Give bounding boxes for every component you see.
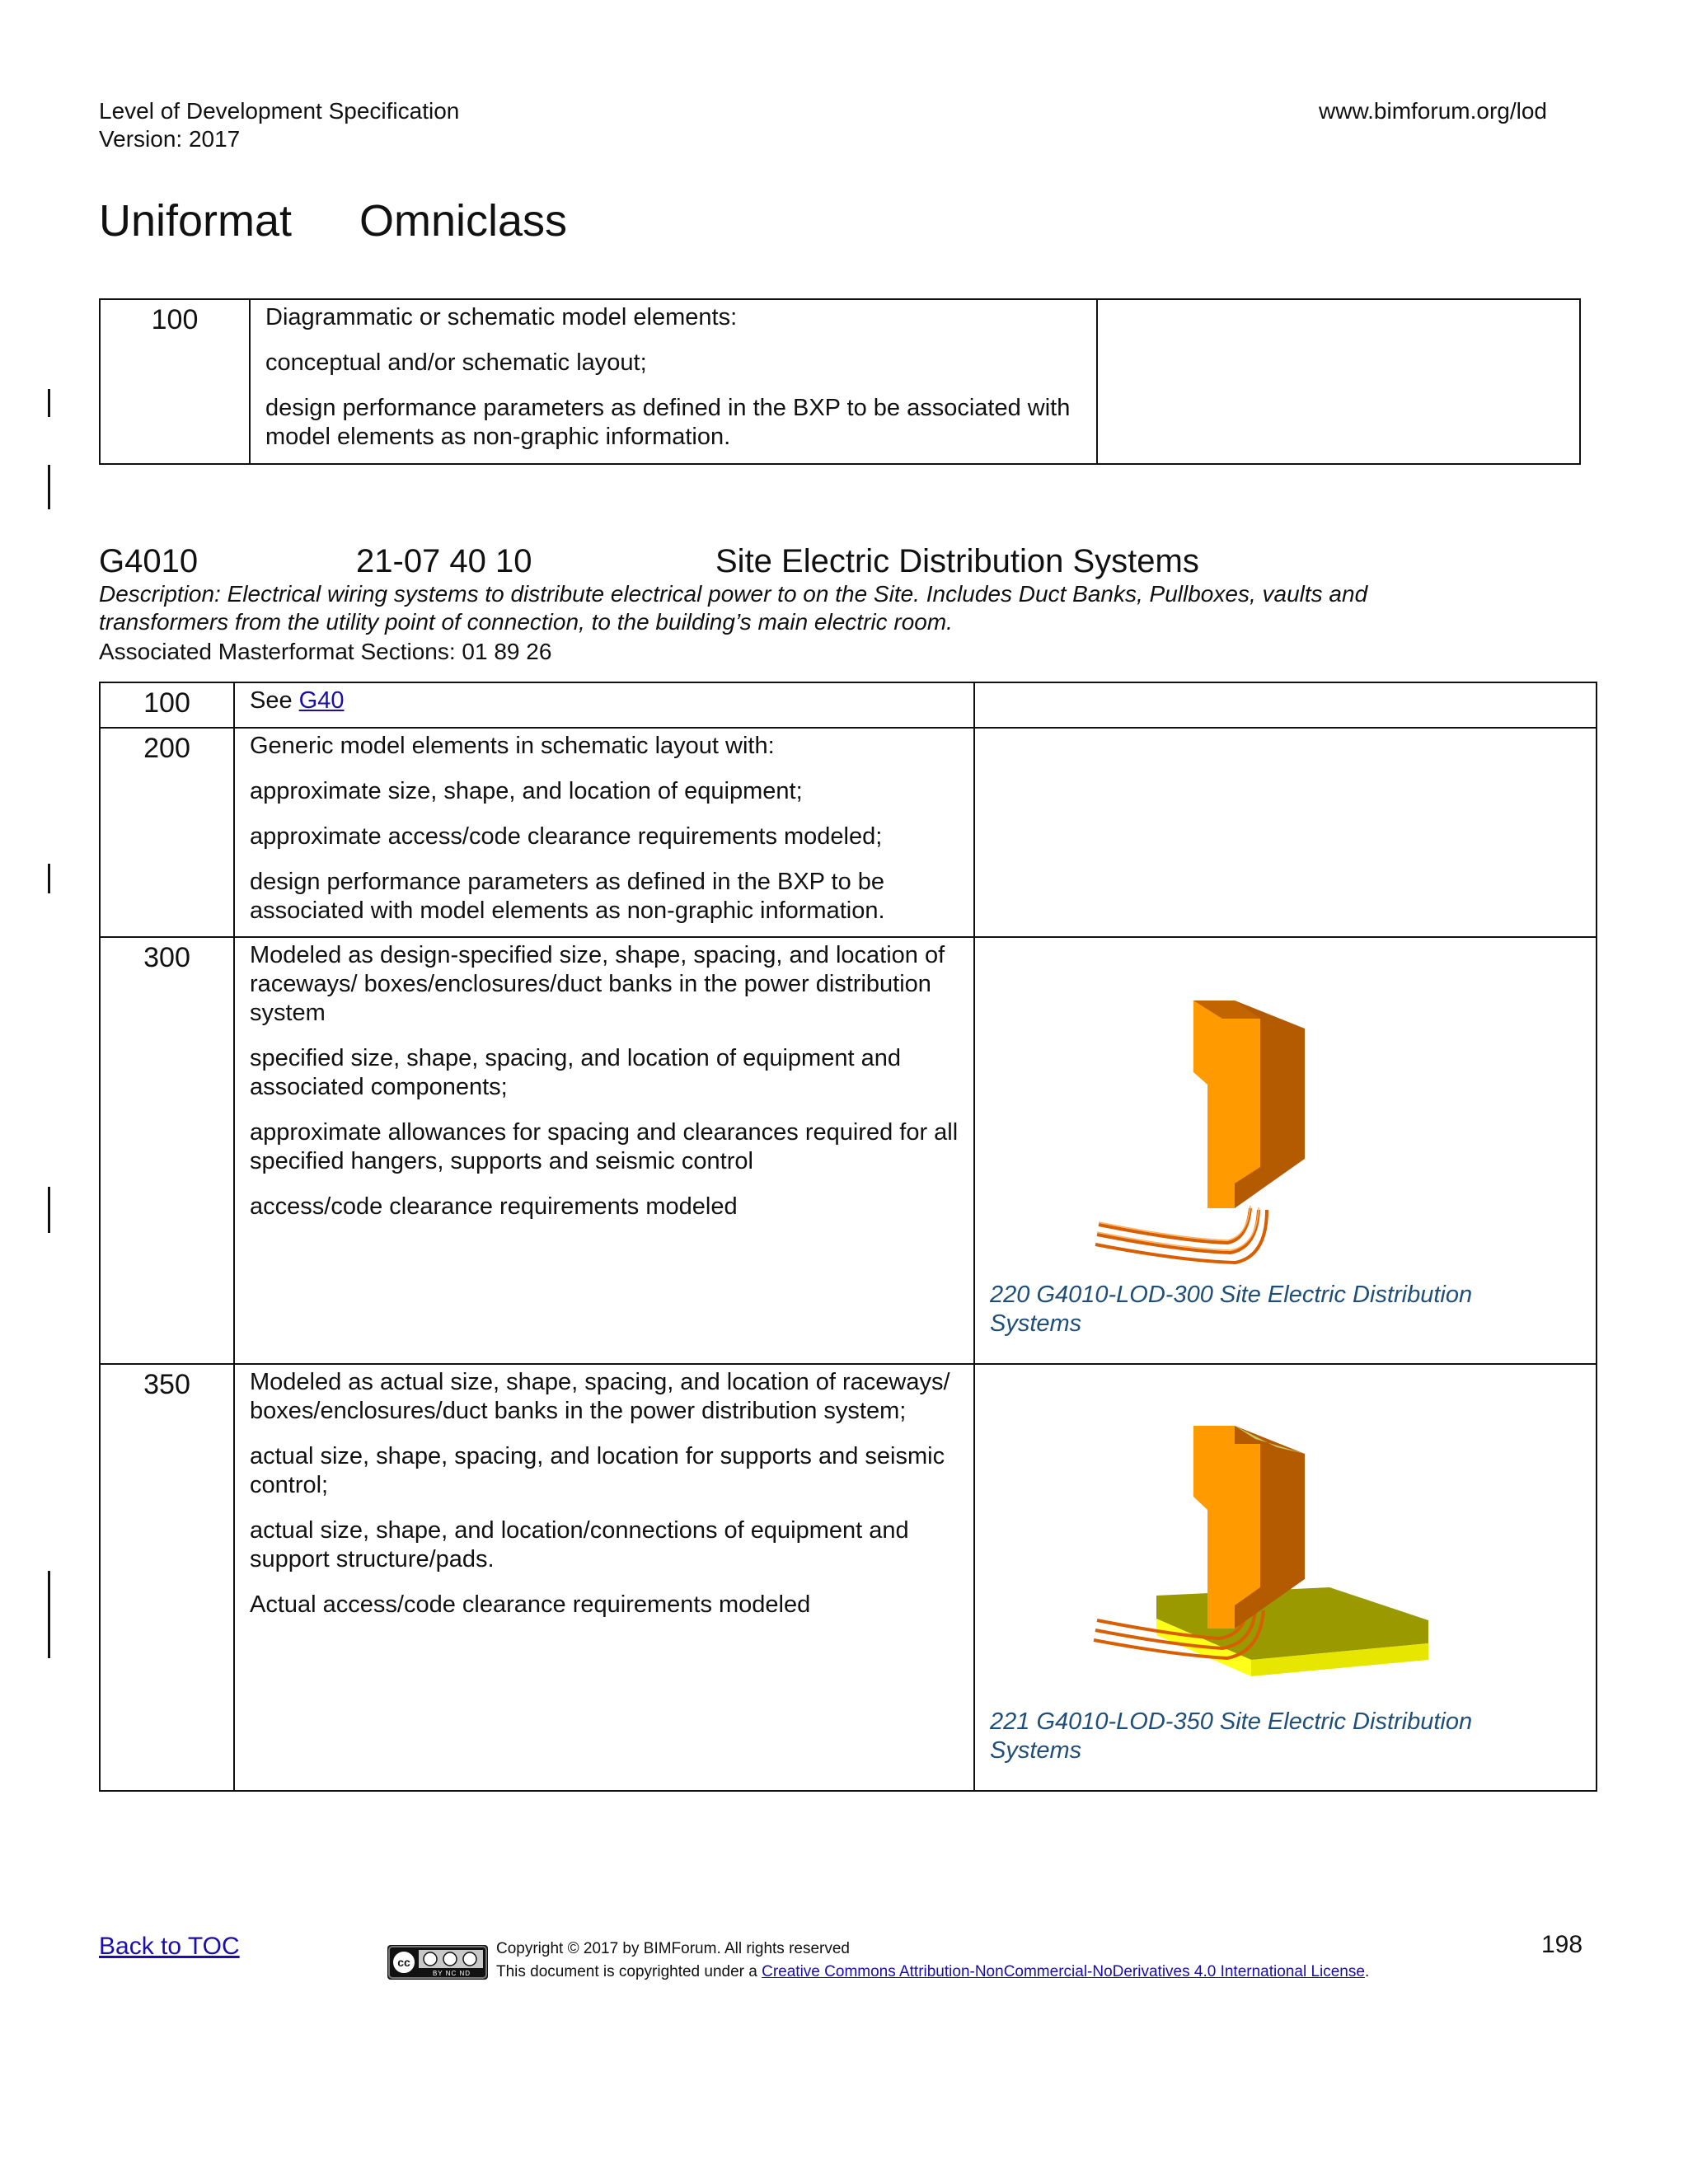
lod-image-cell [1097, 299, 1580, 464]
license-suffix: . [1364, 1963, 1370, 1980]
lod-image-cell [974, 1364, 1597, 1791]
see-text: See [250, 687, 299, 714]
uniformat-heading: Uniformat [99, 196, 293, 246]
lod-level: 200 [100, 728, 234, 937]
doc-version: Version: 2017 [99, 126, 241, 152]
cc-license-link[interactable]: Creative Commons Attribution-NonCommercial-NoDerivatives 4.0 International License [762, 1963, 1365, 1980]
lod-line: Actual access/code clearance requirements modeled [250, 1591, 811, 1618]
lod-line: approximate size, shape, and location of equipment; [250, 778, 803, 804]
section-name: Site Electric Distribution Systems [715, 543, 1199, 579]
lod-table-prev [99, 298, 1581, 465]
lod-line: specified size, shape, spacing, and location of equipment and associated components; [250, 1045, 901, 1100]
figure-caption: 220 G4010-LOD-300 Site Electric Distribution Systems [990, 1282, 1473, 1337]
lod-line: design performance parameters as defined in the BXP to be associated with model elements as non-graphic information. [250, 869, 885, 924]
figure-caption: 221 G4010-LOD-350 Site Electric Distribution Systems [990, 1708, 1473, 1764]
lod-line: Diagrammatic or schematic model elements: [265, 304, 738, 330]
lod-line: conceptual and/or schematic layout; [265, 349, 647, 376]
lod-line: design performance parameters as defined in the BXP to be associated with model elements as non-graphic information. [265, 395, 1071, 450]
change-bar [48, 389, 50, 417]
license-prefix: This document is copyrighted under a [496, 1963, 762, 1980]
change-bar [48, 1571, 50, 1658]
change-bar [48, 465, 50, 509]
doc-title: Level of Development Specification [99, 98, 460, 124]
copyright-text: Copyright © 2017 by BIMForum. All rights reserved [496, 1940, 851, 1957]
omniclass-heading: Omniclass [359, 196, 568, 246]
lod-line: Generic model elements in schematic layout with: [250, 733, 775, 759]
lod-line: actual size, shape, and location/connections of equipment and support structure/pads. [250, 1517, 909, 1572]
section-omniclass: 21-07 40 10 [356, 543, 532, 579]
change-bar [48, 864, 50, 893]
license-line [496, 1961, 1369, 1983]
section-description: Description: Electrical wiring systems to distribute electrical power to on the Site. Includes Duct Banks, Pullboxes, vaults and transformers from the utility point of connection, to the building’s main electric room. [99, 581, 1368, 635]
lod-300-model-image [1082, 994, 1412, 1266]
cc-license-badge [387, 1945, 488, 1980]
svg-text:cc: cc [397, 1956, 410, 1969]
lod-line: Modeled as design-specified size, shape, spacing, and location of raceways/ boxes/enclosures/duct banks in the power distribution system [250, 942, 945, 1026]
table-row [100, 728, 1597, 937]
section-code: G4010 [99, 543, 199, 579]
lod-line: actual size, shape, spacing, and location for supports and seismic control; [250, 1443, 945, 1498]
lod-description-cell [234, 682, 974, 728]
change-bar [48, 1187, 50, 1233]
lod-image-cell [974, 937, 1597, 1364]
lod-level: 300 [100, 937, 234, 1364]
page-number: 198 [1541, 1931, 1583, 1958]
lod-line: approximate access/code clearance requirements modeled; [250, 823, 883, 850]
back-to-toc-link[interactable]: Back to TOC [99, 1933, 240, 1960]
header-url: www.bimforum.org/lod [1319, 98, 1547, 124]
lod-image-cell [974, 682, 1597, 728]
lod-image-cell [974, 728, 1597, 937]
lod-description-cell [250, 299, 1097, 464]
table-row [100, 937, 1597, 1364]
table-row [100, 1364, 1597, 1791]
lod-description-cell [234, 937, 974, 1364]
lod-level: 100 [100, 682, 234, 728]
lod-line: approximate allowances for spacing and clearances required for all specified hangers, supports and seismic control [250, 1119, 959, 1174]
table-row [100, 682, 1597, 728]
lod-level: 100 [100, 299, 250, 464]
lod-table [99, 682, 1597, 1792]
masterformat-sections: Associated Masterformat Sections: 01 89 26 [99, 639, 552, 664]
lod-line: Modeled as actual size, shape, spacing, and location of raceways/ boxes/enclosures/duct banks in the power distribution system; [250, 1369, 950, 1424]
lod-description-cell [234, 1364, 974, 1791]
lod-description-cell [234, 728, 974, 937]
lod-level: 350 [100, 1364, 234, 1791]
g40-link[interactable]: G40 [298, 687, 345, 714]
cc-badge-text: BY NC ND [432, 1970, 471, 1977]
lod-350-model-image [1082, 1422, 1445, 1686]
lod-line: access/code clearance requirements modeled [250, 1193, 738, 1220]
